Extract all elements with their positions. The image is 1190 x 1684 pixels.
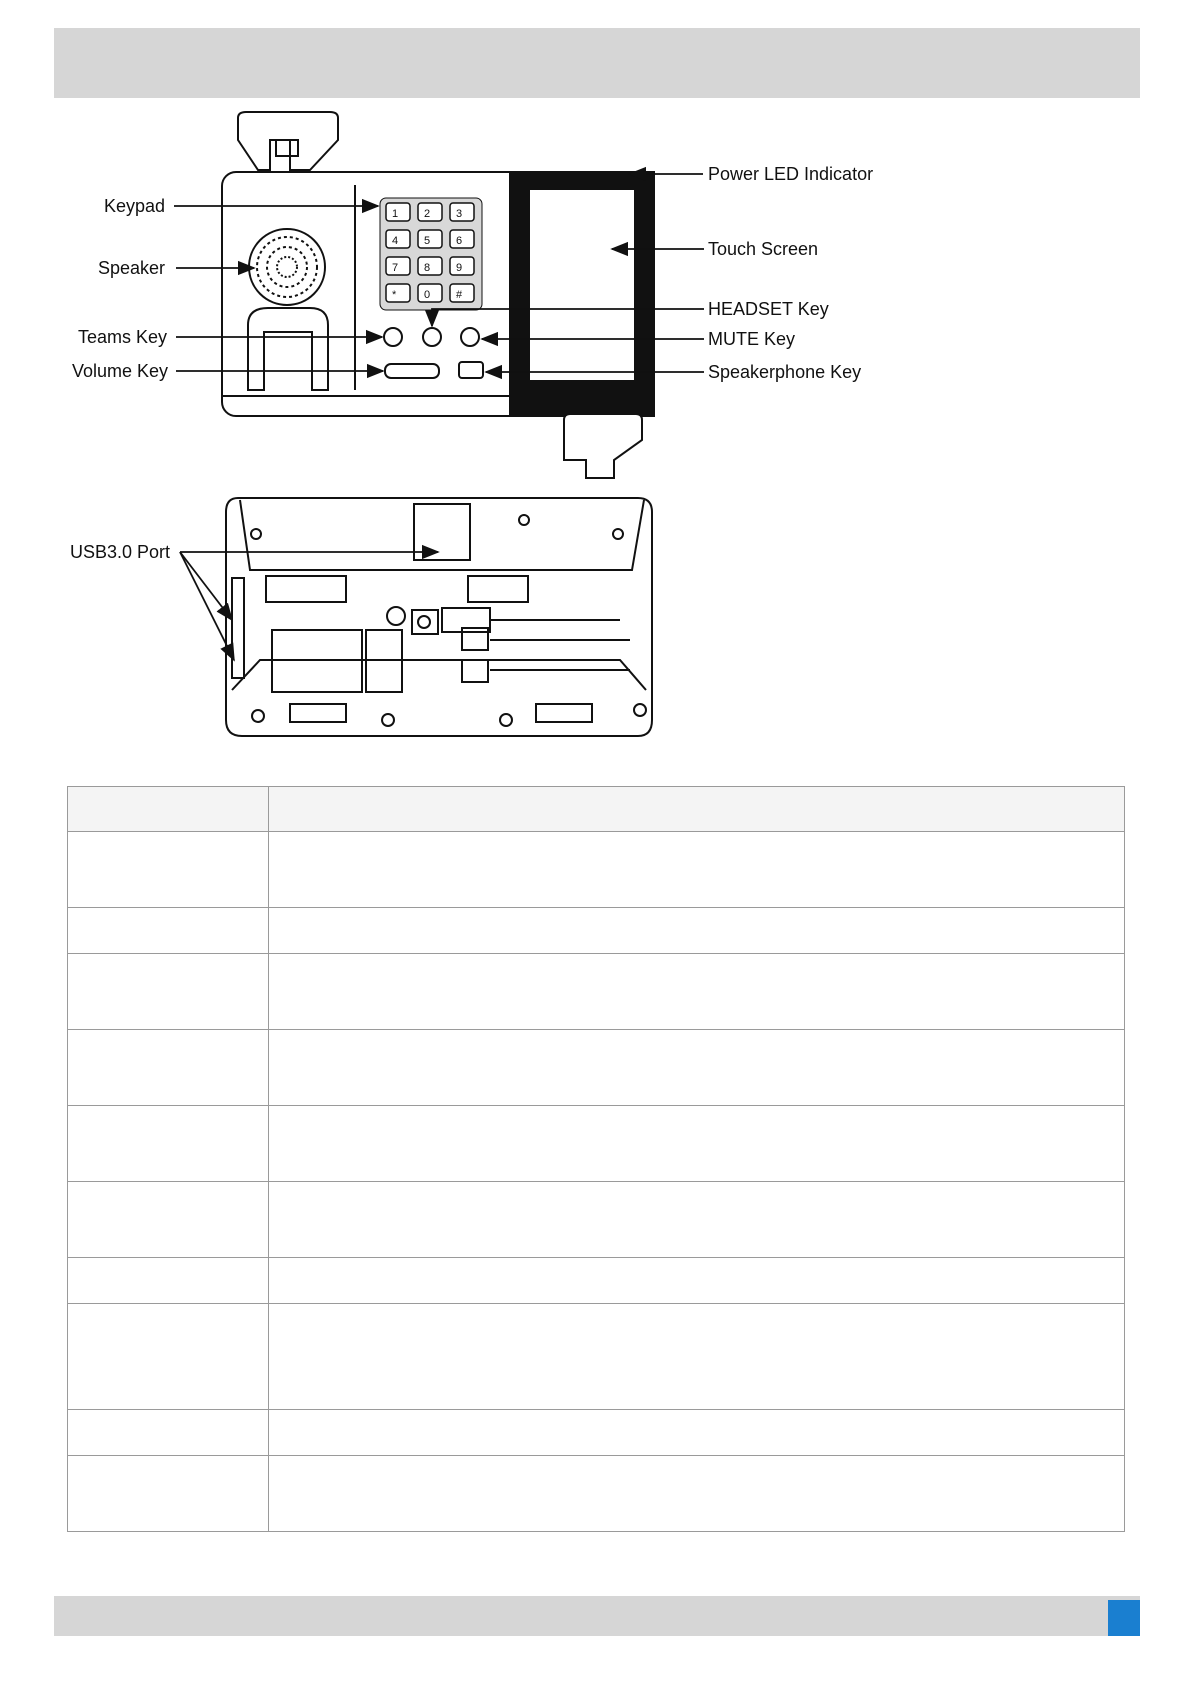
callout-power-led: Power LED Indicator	[708, 164, 874, 184]
table-row	[68, 1456, 1125, 1532]
keypad-key-label: 0	[424, 289, 431, 301]
table-row	[68, 1030, 1125, 1106]
keypad-key-label: 7	[392, 262, 399, 274]
keypad-key-label: 2	[424, 208, 431, 220]
callout-usb-port: USB3.0 Port	[70, 542, 171, 562]
keypad-key-label: #	[456, 289, 463, 301]
keypad-key-label: 5	[424, 235, 431, 247]
page-footer-band	[54, 1596, 1140, 1636]
table-row	[68, 908, 1125, 954]
phone-illustration	[0, 100, 1190, 760]
keypad-key-label: *	[392, 289, 397, 301]
callout-volume-key: Volume Key	[72, 361, 169, 381]
table-header-row	[68, 787, 1125, 832]
keypad-key-label: 3	[456, 208, 463, 220]
callout-keypad: Keypad	[104, 196, 166, 216]
callout-speaker: Speaker	[98, 258, 166, 278]
page-header-band	[54, 28, 1140, 98]
keypad-key-label: 9	[456, 262, 463, 274]
keypad-key-label: 1	[392, 208, 399, 220]
spec-table	[67, 786, 1125, 1532]
keypad-keys	[380, 198, 482, 310]
callout-speakerphone-key: Speakerphone Key	[708, 362, 862, 382]
keypad-key-label: 4	[392, 235, 399, 247]
callout-mute-key: MUTE Key	[708, 329, 796, 349]
callout-headset-key: HEADSET Key	[708, 299, 829, 319]
phone-diagram	[0, 100, 1190, 760]
callout-touch-screen: Touch Screen	[708, 239, 819, 259]
table-row	[68, 1410, 1125, 1456]
table-row	[68, 1304, 1125, 1410]
table-row	[68, 954, 1125, 1030]
callout-teams-key: Teams Key	[78, 327, 168, 347]
keypad-key-label: 6	[456, 235, 463, 247]
table-row	[68, 1258, 1125, 1304]
keypad-key-label: 8	[424, 262, 431, 274]
table-row	[68, 1106, 1125, 1182]
page-number-badge	[1108, 1600, 1140, 1636]
table-row	[68, 832, 1125, 908]
keypad-key	[386, 284, 410, 302]
table-row	[68, 1182, 1125, 1258]
